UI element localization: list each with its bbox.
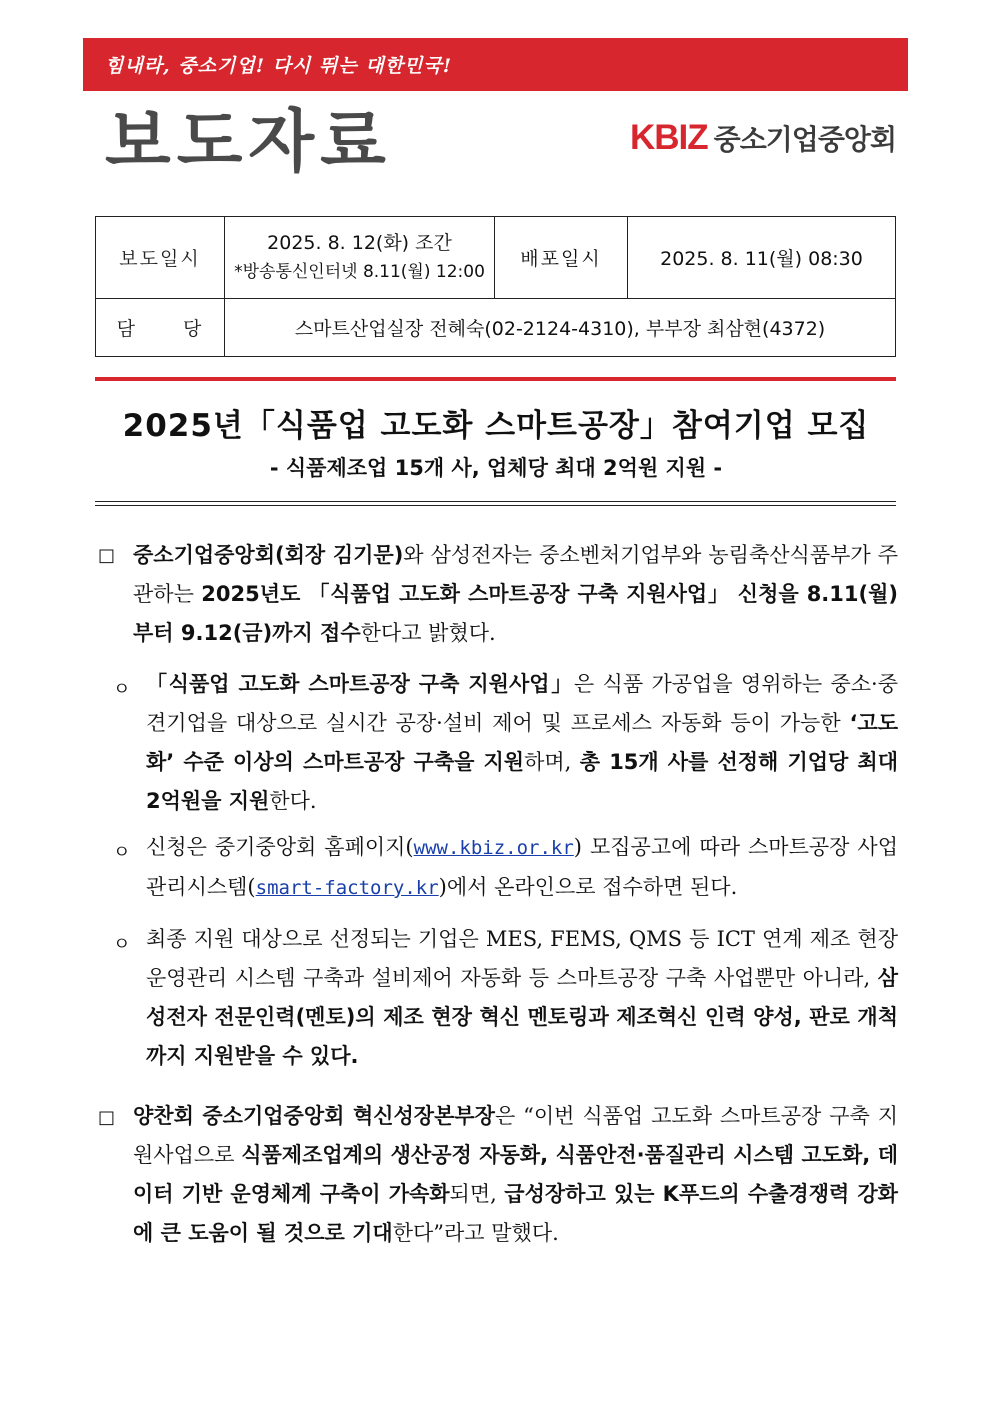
p5-end: 한다”라고 말했다. [392, 1221, 559, 1245]
page-title: 보도자료 [105, 103, 392, 182]
p4-highlight: 삼성전자 전문인력(멘토)의 제조 현장 혁신 멘토링과 제조혁신 인력 양성, 판로 개척까지 지원받을 수 있다. [146, 966, 898, 1068]
subheadline: - 식품제조업 15개 사, 업체당 최대 2억원 지원 - [269, 456, 723, 480]
p5-text: 은 “이번 식품업 고도화 스마트공장 구축 지원사업으로 [133, 1104, 898, 1167]
red-divider [95, 377, 896, 381]
broadcast-release-value: *방송통신인터넷 8.11(월) 12:00 [234, 261, 485, 282]
logo-mark: KBIZ [630, 118, 708, 157]
p1-end: 한다고 밝혔다. [360, 621, 496, 645]
p5-text-2: 되면, [449, 1182, 505, 1206]
p5-highlight-2: 급성장하고 있는 K푸드의 수출경쟁력 강화에 큰 도움이 될 것으로 기대 [133, 1182, 898, 1245]
p2-end: 한다. [269, 789, 317, 813]
distribution-date-value: 2025. 8. 11(월) 08:30 [628, 217, 896, 299]
circle-bullet: ㅇ [113, 679, 131, 700]
logo-org-name: 중소기업중앙회 [713, 123, 896, 156]
p2-highlight-1: ‘고도화’ 수준 이상의 스마트공장 구축을 지원 [146, 711, 898, 774]
double-rule-bottom [95, 505, 896, 506]
paragraph-5 [133, 1097, 898, 1253]
release-info-table [95, 216, 896, 357]
paragraph-1 [133, 536, 898, 653]
paragraph-2 [146, 665, 898, 821]
p2-highlight-2: 총 15개 사를 선정해 기업당 최대 2억원을 지원 [146, 750, 898, 813]
p3-text-2: ) 모집공고에 따라 스마트공장 사업관리시스템( [146, 835, 898, 899]
contact-value: 스마트산업실장 전혜숙(02-2124-4310), 부부장 최삼현(4372) [225, 299, 896, 357]
p1-org: 중소기업중앙회(회장 김기문) [133, 543, 404, 567]
smart-factory-link[interactable]: smart-factory.kr [255, 877, 439, 899]
p4-text: 최종 지원 대상으로 선정되는 기업은 MES, FEMS, QMS 등 ICT 연계 제조 현장 운영관리 시스템 구축과 설비제어 자동화 등 스마트공장 구축 사업뿐만 아니라, [146, 927, 898, 990]
contact-label: 담 당 [96, 299, 225, 357]
release-date-cell [225, 217, 495, 299]
release-date-label: 보도일시 [96, 217, 225, 299]
release-date-value: 2025. 8. 12(화) 조간 [267, 231, 452, 254]
circle-bullet: ㅇ [113, 934, 131, 955]
p5-highlight-1: 식품제조업계의 생산공정 자동화, 식품안전·품질관리 시스템 고도화, 데이터 기반 운영체계 구축이 가속화 [133, 1143, 898, 1206]
headline: 2025년「식품업 고도화 스마트공장」참여기업 모집 [122, 408, 870, 444]
kbiz-logo [630, 118, 896, 158]
p3-end: )에서 온라인으로 접수하면 된다. [438, 875, 738, 899]
circle-bullet: ㅇ [113, 842, 131, 863]
p3-text: 신청은 중기중앙회 홈페이지( [146, 835, 414, 859]
kbiz-homepage-link[interactable]: www.kbiz.or.kr [413, 837, 574, 859]
double-rule-top [95, 501, 896, 502]
p2-text: 은 식품 가공업을 영위하는 중소·중견기업을 대상으로 실시간 공장·설비 제어 및 프로세스 자동화 등이 가능한 [146, 672, 898, 735]
p2-program: 「식품업 고도화 스마트공장 구축 지원사업」 [146, 672, 574, 696]
slogan-banner [83, 38, 908, 91]
p1-text: 와 삼성전자는 중소벤처기업부와 농림축산식품부가 주관하는 [133, 543, 898, 606]
paragraph-4 [146, 920, 898, 1076]
p5-speaker: 양찬회 중소기업중앙회 혁신성장본부장 [133, 1104, 495, 1128]
slogan-text: 힘내라, 중소기업! 다시 뛰는 대한민국! [105, 55, 453, 77]
distribution-date-label: 배포일시 [495, 217, 628, 299]
square-bullet: □ [98, 545, 116, 566]
p1-highlight: 2025년도 「식품업 고도화 스마트공장 구축 지원사업」 신청을 8.11(월)부터 9.12(금)까지 접수 [133, 582, 898, 645]
p2-text-2: 하며, [524, 750, 580, 774]
square-bullet: □ [98, 1107, 116, 1128]
paragraph-3 [146, 828, 898, 908]
